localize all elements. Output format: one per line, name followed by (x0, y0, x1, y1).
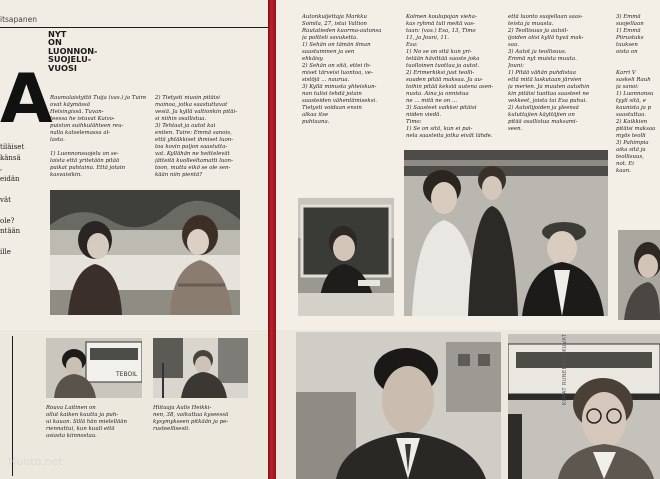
intro-paragraph: Raumalaistyttö Tuija (vas.) ja Tuire ovat käymässä Helsingissä. Tuvan- teessa he istuvat Kaivo- puiston suihkulähteen reu- nalla katselemassa al- lasta. 1) Luonnonsuojelu on se- laista että yritetään pitää paikat puhtaina. Että jotain kasvaisikin. (50, 95, 147, 178)
photo-edge-person (618, 230, 660, 320)
photo-three-boys (404, 150, 608, 316)
caption-woman: Rouva Laitinen on ollut kaiken kuutta ja puh- ui kauan. Sillä hän mielellään riennattui, kun kuuli että asiasta kiinnostaa. (46, 405, 127, 439)
drop-initial: A (0, 60, 53, 139)
watermark: Huuto.net (8, 455, 63, 468)
photo-woman-glasses (508, 334, 660, 479)
left-magazine-page (0, 0, 268, 479)
right-magazine-page (276, 0, 660, 479)
caption-man: Hiitaaja Aulis Heikki- nen, 38, vaikuttaa kyseessä kysymykseen pitkään ja pe- rusteellisesti. (153, 405, 229, 432)
interview-edge-column: 3) Emmä suojellaan 1) Emmä Piirustuks tuuksen oista on Karri V saskeli Rauh ja sanoi: 1) Luonnonsu tyyli sitä, e kaunista ja p saastuttaa. 2) Kaikkien pitäisi maksaa myös teolli 3) Pahimpia aika sitä ja teollisuus, not. Ei kaan. (616, 14, 656, 174)
intro-fragment-text: tiläiset känsä , eidän vät ole? ntään ille (0, 143, 25, 256)
page-gutter (268, 0, 276, 479)
photo-man-portrait (296, 332, 501, 479)
headline: NYT ON LUONNON- SUOJELU- VUOSI (48, 29, 98, 73)
interview-boys-text: Kolmen koulupojan vieha- kas ryhmä tuli meitä vas- taan: (vas.) Esa, 13, Timo 11, ja Jouni, 11. Esa: 1) No se on sitä kun yri- tetään hävittää saaste joka tuolloinen tuottaa ja autot. 2) Erimerkiksi just teolli- suuden pitää maksaa. Ja au- toihin pitää keksiä uutena asen- nusta. Aina ja onnistua ne ... mitä ne on ... 3) Saasteet vaikkei pitäisi niiden viedä. Timo: 1) Se on sitä, kun ei pai- nela saasteita jotka eivät lähde. (406, 14, 494, 139)
interview-driver-text: Autonkuljettaja Markku Soinila, 27, istui Valtion Rautatieden kuorma-autonsa ja poltteli savuketta. 1) Sehän on tämän ilman saastuminen ja sen ehkäisy. 2) Sehän on sitä, ettei ih- miset tärveisi luontoa, ve- sistöjä ... naurua. 3) Kyllä minusta yhteiskun- nan tulisi tehdä jotain saasteiden vähentämiseksi. Tietysti voidaan ensin alkaa itse puhtaana. (302, 14, 382, 125)
header-rule (0, 27, 268, 28)
answers-column: 2) Tietysti niuoin pitäisi mainoa, jotka saastuttavat vesiä. Ja kyllä valtionkin pitäi- si niihin osallistua. 3) Tehtaat ja autot kai eniten. Tuire: Emmä sanois, että yhtäkkiset ihmiset luon- toa kovin paljon saastutta- vat. Kyllähän ne heittelevät jätteitä kuolleeltamatti luon- toon, mutta eikö se ole sen- kään niin pientä? (155, 95, 238, 178)
photo-credit: KUVAT RUNEBERG/KUVAT (562, 333, 568, 405)
photo-truck-driver (298, 198, 394, 316)
bottom-band (276, 330, 660, 479)
interview-boys-continued: että luonto suojellaan saas- teista ja muusta. 2) Teollisuus ja autoil- ijoiden olisi kyllä hyvä mak- saa. 3) Autot ja teollisuus. Emmä nyt muista muuta. Jouni: 1) Pitää vähän puhdistaa että mitä laskutaan järvien ja merien. Ja muuten autoihin kin pitäisi tuottaa saasteet ne vekkeet, joista tai Esa puhui. 2) Autoilijoiden ja yleensä kuluttajien käyttäjien on pitää osallistua maksami- seen. (508, 14, 590, 132)
page-header: itsapanen (0, 15, 38, 24)
photo-two-girls (50, 190, 240, 315)
svg-text:TEBOIL: TEBOIL (116, 371, 138, 378)
photo-woman-bus (46, 338, 142, 398)
photo-man-street (153, 338, 248, 398)
